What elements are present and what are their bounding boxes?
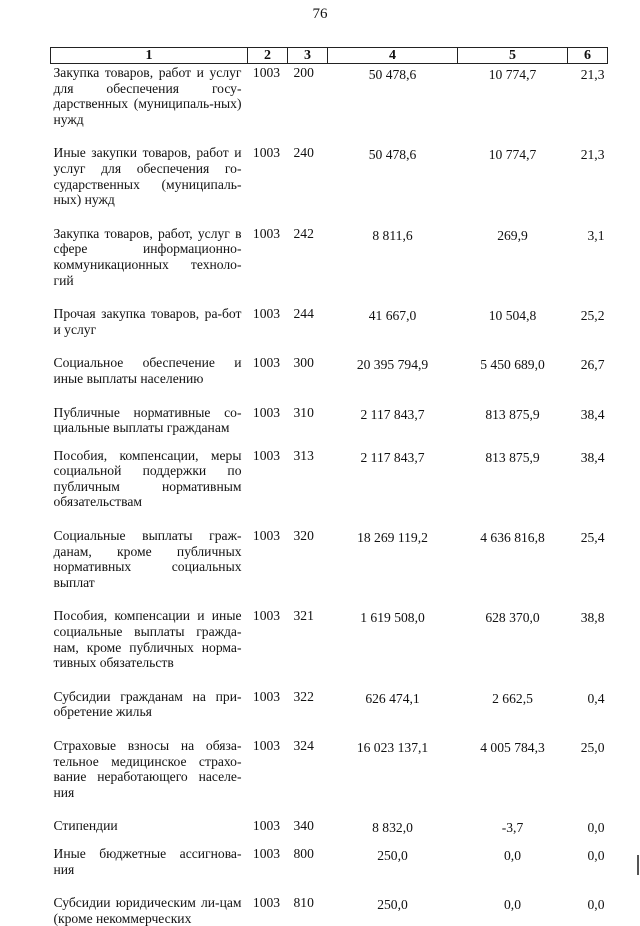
row-execution-percent: 25,0 bbox=[568, 738, 608, 818]
budget-table bbox=[50, 47, 608, 926]
header-col-4: 4 bbox=[328, 48, 458, 64]
row-expense-type-code: 320 bbox=[288, 528, 328, 608]
row-section-code: 1003 bbox=[248, 689, 288, 738]
row-name: Социальные выплаты граж-данам, кроме публичных нормативных социальных выплат bbox=[51, 528, 248, 608]
row-plan-amount: 41 667,0 bbox=[328, 306, 458, 355]
row-expense-type-code: 321 bbox=[288, 608, 328, 688]
row-plan-amount: 250,0 bbox=[328, 846, 458, 895]
row-name: Пособия, компенсации и иные социальные выплаты гражда-нам, кроме публичных норма-тивных обязательств bbox=[51, 608, 248, 688]
row-executed-amount: 4 636 816,8 bbox=[458, 528, 568, 608]
row-plan-amount: 2 117 843,7 bbox=[328, 448, 458, 528]
row-expense-type-code: 300 bbox=[288, 355, 328, 404]
row-execution-percent: 25,4 bbox=[568, 528, 608, 608]
row-expense-type-code: 240 bbox=[288, 145, 328, 225]
table-row bbox=[51, 818, 608, 846]
row-executed-amount: -3,7 bbox=[458, 818, 568, 846]
margin-mark bbox=[637, 855, 639, 875]
row-name: Иные бюджетные ассигнова-ния bbox=[51, 846, 248, 895]
row-execution-percent: 38,4 bbox=[568, 405, 608, 448]
row-executed-amount: 0,0 bbox=[458, 846, 568, 895]
row-plan-amount: 50 478,6 bbox=[328, 145, 458, 225]
row-name: Закупка товаров, работ и услуг для обеспечения госу-дарственных (муниципаль-ных) нужд bbox=[51, 64, 248, 146]
row-section-code: 1003 bbox=[248, 738, 288, 818]
row-name: Страховые взносы на обяза-тельное медицинское страхо-вание неработающего населе-ния bbox=[51, 738, 248, 818]
row-expense-type-code: 810 bbox=[288, 895, 328, 926]
row-execution-percent: 21,3 bbox=[568, 145, 608, 225]
row-expense-type-code: 324 bbox=[288, 738, 328, 818]
row-plan-amount: 2 117 843,7 bbox=[328, 405, 458, 448]
row-execution-percent: 25,2 bbox=[568, 306, 608, 355]
row-section-code: 1003 bbox=[248, 306, 288, 355]
table-row bbox=[51, 64, 608, 146]
row-plan-amount: 50 478,6 bbox=[328, 64, 458, 146]
row-executed-amount: 5 450 689,0 bbox=[458, 355, 568, 404]
table-row bbox=[51, 846, 608, 895]
row-executed-amount: 628 370,0 bbox=[458, 608, 568, 688]
row-name: Социальное обеспечение и иные выплаты населению bbox=[51, 355, 248, 404]
table-row bbox=[51, 226, 608, 306]
table-row bbox=[51, 405, 608, 448]
header-col-6: 6 bbox=[568, 48, 608, 64]
row-execution-percent: 0,0 bbox=[568, 895, 608, 926]
page-number: 76 bbox=[0, 4, 640, 24]
table-row bbox=[51, 145, 608, 225]
row-execution-percent: 0,4 bbox=[568, 689, 608, 738]
row-section-code: 1003 bbox=[248, 226, 288, 306]
row-plan-amount: 8 811,6 bbox=[328, 226, 458, 306]
row-executed-amount: 4 005 784,3 bbox=[458, 738, 568, 818]
row-name: Субсидии юридическим ли-цам (кроме некоммерческих bbox=[51, 895, 248, 926]
row-execution-percent: 38,8 bbox=[568, 608, 608, 688]
row-section-code: 1003 bbox=[248, 895, 288, 926]
row-section-code: 1003 bbox=[248, 818, 288, 846]
table-row bbox=[51, 448, 608, 528]
table-body bbox=[51, 64, 608, 926]
row-section-code: 1003 bbox=[248, 846, 288, 895]
row-executed-amount: 0,0 bbox=[458, 895, 568, 926]
row-execution-percent: 0,0 bbox=[568, 818, 608, 846]
row-plan-amount: 20 395 794,9 bbox=[328, 355, 458, 404]
row-plan-amount: 16 023 137,1 bbox=[328, 738, 458, 818]
row-name: Стипендии bbox=[51, 818, 248, 846]
row-name: Иные закупки товаров, работ и услуг для обеспечения го-сударственных (муниципаль-ных) нужд bbox=[51, 145, 248, 225]
row-section-code: 1003 bbox=[248, 64, 288, 146]
row-expense-type-code: 800 bbox=[288, 846, 328, 895]
row-plan-amount: 1 619 508,0 bbox=[328, 608, 458, 688]
row-expense-type-code: 242 bbox=[288, 226, 328, 306]
row-name: Пособия, компенсации, меры социальной поддержки по публичным нормативным обязательствам bbox=[51, 448, 248, 528]
table-row bbox=[51, 528, 608, 608]
table-row bbox=[51, 689, 608, 738]
row-name: Субсидии гражданам на при-обретение жилья bbox=[51, 689, 248, 738]
row-expense-type-code: 313 bbox=[288, 448, 328, 528]
row-executed-amount: 10 504,8 bbox=[458, 306, 568, 355]
row-executed-amount: 2 662,5 bbox=[458, 689, 568, 738]
table-row bbox=[51, 608, 608, 688]
row-section-code: 1003 bbox=[248, 145, 288, 225]
row-section-code: 1003 bbox=[248, 405, 288, 448]
row-plan-amount: 626 474,1 bbox=[328, 689, 458, 738]
row-expense-type-code: 310 bbox=[288, 405, 328, 448]
row-expense-type-code: 244 bbox=[288, 306, 328, 355]
row-plan-amount: 18 269 119,2 bbox=[328, 528, 458, 608]
header-col-5: 5 bbox=[458, 48, 568, 64]
row-executed-amount: 269,9 bbox=[458, 226, 568, 306]
row-section-code: 1003 bbox=[248, 528, 288, 608]
table-row bbox=[51, 355, 608, 404]
row-executed-amount: 10 774,7 bbox=[458, 64, 568, 146]
row-execution-percent: 21,3 bbox=[568, 64, 608, 146]
row-name: Прочая закупка товаров, ра-бот и услуг bbox=[51, 306, 248, 355]
row-expense-type-code: 200 bbox=[288, 64, 328, 146]
header-col-2: 2 bbox=[248, 48, 288, 64]
row-executed-amount: 813 875,9 bbox=[458, 448, 568, 528]
row-name: Публичные нормативные со-циальные выплаты гражданам bbox=[51, 405, 248, 448]
header-col-1: 1 bbox=[51, 48, 248, 64]
row-execution-percent: 26,7 bbox=[568, 355, 608, 404]
row-execution-percent: 3,1 bbox=[568, 226, 608, 306]
header-col-3: 3 bbox=[288, 48, 328, 64]
row-executed-amount: 10 774,7 bbox=[458, 145, 568, 225]
row-executed-amount: 813 875,9 bbox=[458, 405, 568, 448]
row-execution-percent: 0,0 bbox=[568, 846, 608, 895]
row-plan-amount: 8 832,0 bbox=[328, 818, 458, 846]
row-plan-amount: 250,0 bbox=[328, 895, 458, 926]
row-execution-percent: 38,4 bbox=[568, 448, 608, 528]
row-expense-type-code: 322 bbox=[288, 689, 328, 738]
table-row bbox=[51, 306, 608, 355]
row-name: Закупка товаров, работ, услуг в сфере информационно-коммуникационных техноло-гий bbox=[51, 226, 248, 306]
row-section-code: 1003 bbox=[248, 355, 288, 404]
row-expense-type-code: 340 bbox=[288, 818, 328, 846]
row-section-code: 1003 bbox=[248, 608, 288, 688]
table-row bbox=[51, 738, 608, 818]
row-section-code: 1003 bbox=[248, 448, 288, 528]
table-header-row bbox=[51, 48, 608, 64]
table-row bbox=[51, 895, 608, 926]
